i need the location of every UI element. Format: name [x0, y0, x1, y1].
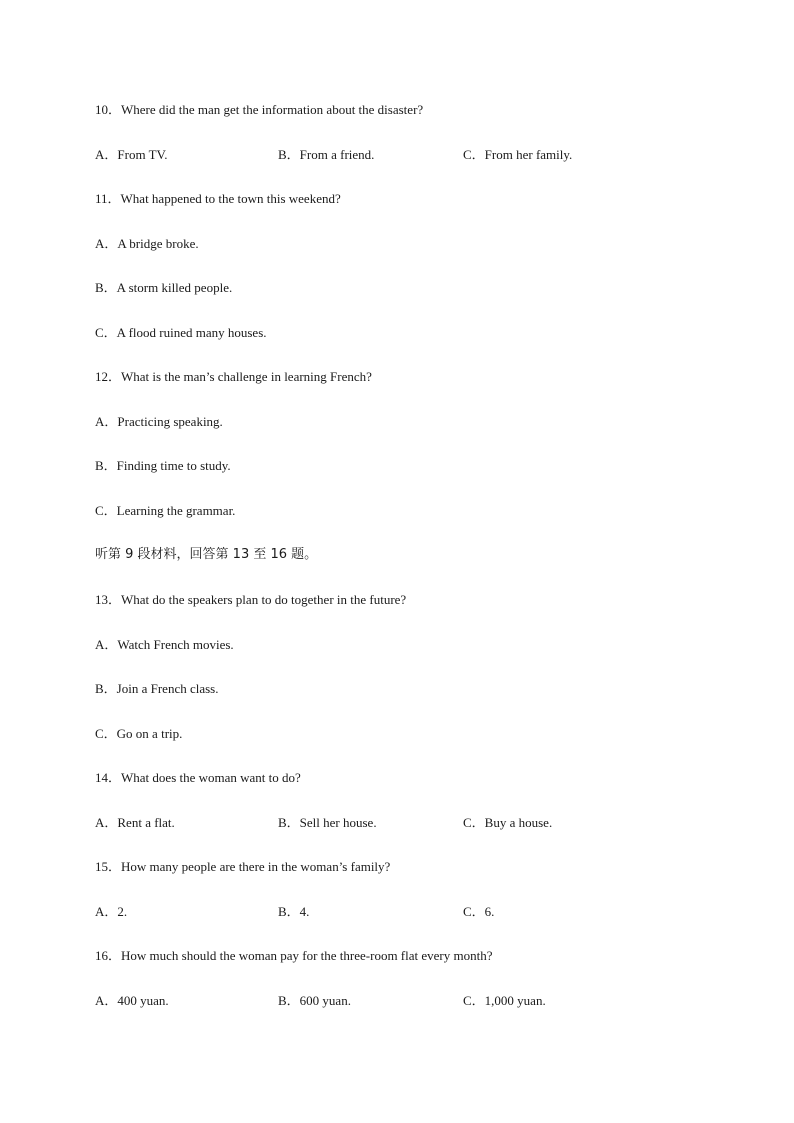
option-c: C．A flood ruined many houses. — [95, 325, 267, 340]
question-text: Where did the man get the information about the disaster? — [121, 102, 424, 117]
option-b: B．Finding time to study. — [95, 458, 231, 473]
options-row-14 — [95, 815, 695, 831]
question-text: How many people are there in the woman’s family? — [121, 859, 391, 874]
section-instruction: 听第 9 段材料，回答第 13 至 16 题。 — [95, 547, 318, 562]
options-row-10 — [95, 147, 695, 163]
question-text: What is the man’s challenge in learning French? — [121, 369, 372, 384]
option-c: C．Buy a house. — [463, 815, 553, 830]
option-b: B．600 yuan. — [278, 993, 351, 1008]
question-text: What does the woman want to do? — [121, 770, 301, 785]
question-16 — [95, 948, 493, 964]
option-b: B．Sell her house. — [278, 815, 377, 830]
option-b: B．A storm killed people. — [95, 280, 233, 295]
option-c: C．1,000 yuan. — [463, 993, 546, 1008]
question-12 — [95, 369, 372, 385]
question-number: 11． — [95, 191, 121, 206]
option-b: B．4. — [278, 904, 310, 919]
options-row-15 — [95, 904, 695, 920]
question-number: 14． — [95, 770, 122, 785]
option-a: A．Watch French movies. — [95, 637, 234, 652]
option-a: A．2. — [95, 904, 128, 919]
question-10 — [95, 102, 423, 118]
option-a: A．Practicing speaking. — [95, 414, 223, 429]
question-number: 12． — [95, 369, 122, 384]
question-15 — [95, 859, 390, 875]
option-a: A．From TV. — [95, 147, 168, 162]
option-a: A．A bridge broke. — [95, 236, 199, 251]
option-c: C．Go on a trip. — [95, 726, 183, 741]
question-13 — [95, 592, 406, 608]
question-number: 15． — [95, 859, 122, 874]
options-row-16 — [95, 993, 695, 1009]
option-b: B．From a friend. — [278, 147, 375, 162]
option-c: C．From her family. — [463, 147, 573, 162]
question-11 — [95, 191, 341, 207]
question-number: 10． — [95, 102, 122, 117]
question-number: 16． — [95, 948, 122, 963]
question-text: What happened to the town this weekend? — [120, 191, 341, 206]
option-a: A．Rent a flat. — [95, 815, 175, 830]
question-number: 13． — [95, 592, 122, 607]
question-14 — [95, 770, 301, 786]
option-c: C．6. — [463, 904, 495, 919]
option-a: A．400 yuan. — [95, 993, 169, 1008]
option-c: C．Learning the grammar. — [95, 503, 236, 518]
question-text: What do the speakers plan to do together in the future? — [121, 592, 407, 607]
question-text: How much should the woman pay for the three-room flat every month? — [121, 948, 493, 963]
option-b: B．Join a French class. — [95, 681, 219, 696]
